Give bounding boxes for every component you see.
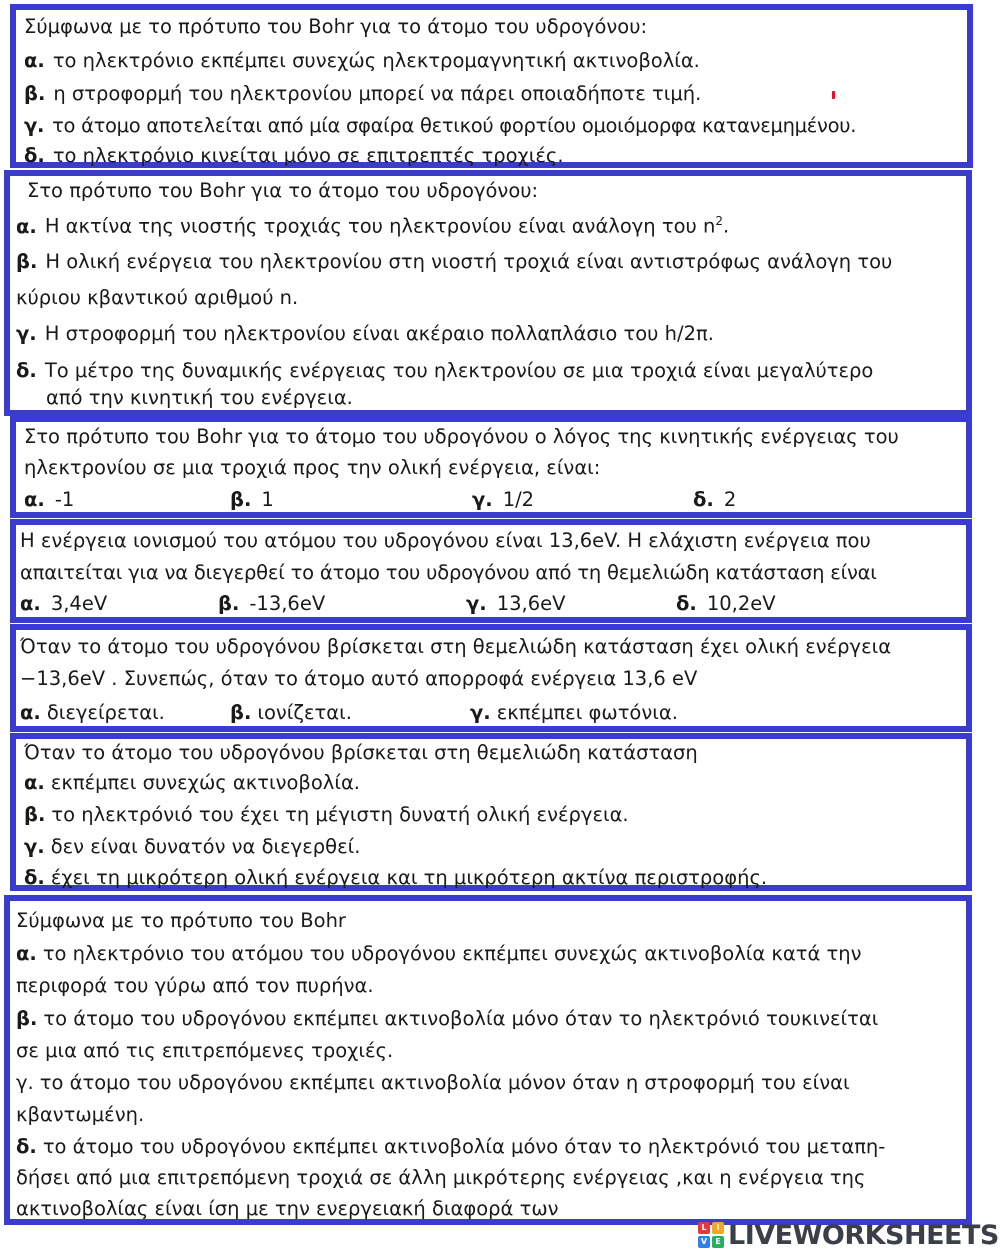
option-text: το άτομο αποτελείται από μία σφαίρα θετικού φορτίου ομοιόμορφα κατανεμημένου. <box>52 114 857 137</box>
question-5-stem-line2: −13,6eV . Συνεπώς, όταν το άτομο αυτό απορροφά ενέργεια 13,6 eV <box>20 667 698 690</box>
option-label: δ. <box>16 359 37 382</box>
option-text: 1/2 <box>502 488 535 511</box>
option-text: διεγείρεται. <box>46 701 165 724</box>
question-7-option-a <box>16 944 862 964</box>
option-label: γ. <box>16 1071 34 1094</box>
option-text: Η ολική ενέργεια του ηλεκτρονίου στη νιοστή τροχιά είναι αντιστρόφως ανάλογη του <box>45 250 893 273</box>
question-5-option-b <box>230 703 352 723</box>
question-2-option-b <box>16 252 892 272</box>
option-text: το ηλεκτρόνιο του ατόμου του υδρογόνου εκπέμπει συνεχώς ακτινοβολία κατά την <box>42 942 862 965</box>
option-label: α. <box>24 771 45 794</box>
option-text: δεν είναι δυνατόν να διεγερθεί. <box>50 835 361 858</box>
question-1-stem: Σύμφωνα με το πρότυπο του Bohr για το άτομο του υδρογόνου: <box>24 15 648 38</box>
question-7-option-c-cont: κβαντωμένη. <box>16 1103 145 1126</box>
option-text: -1 <box>54 488 75 511</box>
option-text: το άτομο του υδρογόνου εκπέμπει ακτινοβολία μόνο όταν το ηλεκτρόνιό του μεταπη- <box>42 1135 886 1158</box>
red-mark <box>832 91 835 99</box>
question-3-option-b <box>230 490 274 510</box>
question-2-option-c <box>16 324 714 344</box>
question-5-stem-line1: Όταν το άτομο του υδρογόνου βρίσκεται στη θεμελιώδη κατάσταση έχει ολική ενέργεια <box>20 635 892 658</box>
question-2-option-d-cont: από την κινητική του ενέργεια. <box>46 386 353 409</box>
question-7-option-a-cont: περιφορά του γύρω από τον πυρήνα. <box>16 974 374 997</box>
option-label: α. <box>16 942 37 965</box>
logo-mark-letter: L <box>698 1222 710 1234</box>
logo-mark-letter: E <box>712 1236 724 1248</box>
question-4-stem-line1: Η ενέργεια ιονισμού του ατόμου του υδρογόνου είναι 13,6eV. Η ελάχιστη ενέργεια που <box>20 529 871 552</box>
option-label: γ. <box>24 835 45 858</box>
question-4-option-d <box>676 594 776 614</box>
option-label: δ. <box>24 866 45 889</box>
option-label: γ. <box>472 488 493 511</box>
option-text: -13,6eV <box>249 592 326 615</box>
option-label: α. <box>16 214 37 238</box>
question-3-stem-line2: ηλεκτρονίου σε μια τροχιά προς την ολική ενέργεια, είναι: <box>24 456 601 479</box>
option-text: Η στροφορμή του ηλεκτρονίου είναι ακέραιο πολλαπλάσιο του h/2π. <box>44 322 714 345</box>
question-1-option-b <box>24 84 701 104</box>
question-6-stem: Όταν το άτομο του υδρογόνου βρίσκεται στη θεμελιώδη κατάσταση <box>24 741 698 764</box>
question-6-option-b <box>24 805 629 825</box>
question-4-option-c <box>466 594 565 614</box>
question-5-option-c <box>470 703 678 723</box>
option-text: το ηλεκτρόνιο κινείται μόνο σε επιτρεπτές τροχιές. <box>52 144 564 167</box>
option-label: β. <box>16 250 38 273</box>
question-4-option-b <box>218 594 325 614</box>
logo-mark-letter: I <box>712 1222 724 1234</box>
option-label: δ. <box>16 1135 37 1158</box>
question-2-stem: Στο πρότυπο του Bohr για το άτομο του υδρογόνου: <box>27 179 539 202</box>
question-2-option-b-cont: κύριου κβαντικού αριθμού n. <box>16 286 299 309</box>
option-label: β. <box>230 488 252 511</box>
option-label: α. <box>20 701 41 724</box>
question-5-option-a <box>20 703 165 723</box>
logo-text: LIVEWORKSHEETS <box>728 1219 999 1251</box>
question-1-option-d <box>24 146 564 166</box>
option-text: εκπέμπει φωτόνια. <box>496 701 678 724</box>
option-text: Η ακτίνα της νιοστής τροχιάς του ηλεκτρονίου είναι ανάλογη του n <box>44 214 716 238</box>
question-3-option-a <box>24 490 74 510</box>
question-3-option-d <box>693 490 736 510</box>
option-label: α. <box>24 488 45 511</box>
question-6-option-a <box>24 773 360 793</box>
question-6-option-c <box>24 837 360 857</box>
option-label: γ. <box>470 701 491 724</box>
question-7-option-d-cont1: δήσει από μια επιτρεπόμενη τροχιά σε άλλη μικρότερης ενέργειας ,και η ενέργεια της <box>16 1166 866 1189</box>
option-label: α. <box>24 49 45 72</box>
option-label: β. <box>24 82 46 105</box>
liveworksheets-logo[interactable] <box>698 1218 999 1252</box>
question-3-option-c <box>472 490 534 510</box>
option-text: το άτομο του υδρογόνου εκπέμπει ακτινοβολία μόνο όταν το ηλεκτρόνιό τουκινείται <box>43 1007 879 1030</box>
option-text: 2 <box>723 488 737 511</box>
question-7-option-d <box>16 1137 885 1157</box>
option-label: β. <box>230 701 252 724</box>
option-label: β. <box>218 592 240 615</box>
question-7-stem: Σύμφωνα με το πρότυπο του Bohr <box>16 909 346 932</box>
option-text: 10,2eV <box>706 592 776 615</box>
option-label: γ. <box>24 114 45 137</box>
question-1-option-c <box>24 116 856 136</box>
option-label: δ. <box>676 592 697 615</box>
question-1-option-a <box>24 51 700 71</box>
superscript: 2 <box>715 214 724 228</box>
option-text: 1 <box>261 488 274 511</box>
option-text-end: . <box>723 214 730 238</box>
option-label: α. <box>20 592 41 615</box>
option-text: 3,4eV <box>50 592 108 615</box>
question-4-option-a <box>20 594 107 614</box>
question-6-option-d <box>24 868 767 888</box>
question-2-option-a <box>16 215 729 236</box>
question-7-option-b-cont: σε μια από τις επιτρεπόμενες τροχιές. <box>16 1039 394 1062</box>
option-label: γ. <box>466 592 487 615</box>
option-text: 13,6eV <box>496 592 566 615</box>
option-text: το ηλεκτρόνιό του έχει τη μέγιστη δυνατή ολική ενέργεια. <box>51 803 629 826</box>
option-text: το άτομο του υδρογόνου εκπέμπει ακτινοβολία μόνον όταν η στροφορμή του είναι <box>39 1071 850 1094</box>
question-3-stem-line1: Στο πρότυπο του Bohr για το άτομο του υδρογόνου ο λόγος της κινητικής ενέργειας του <box>24 425 899 448</box>
logo-mark-letter: V <box>698 1236 710 1248</box>
question-7-option-d-cont2: ακτινοβολίας είναι ίση με την ενεργειακή διαφορά των <box>16 1197 559 1220</box>
question-4-stem-line2: απαιτείται για να διεγερθεί το άτομο του υδρογόνου από τη θεμελιώδη κατάσταση είναι <box>20 561 877 584</box>
option-text: ιονίζεται. <box>257 701 352 724</box>
question-7-option-c <box>16 1073 850 1093</box>
question-7-option-b <box>16 1009 878 1029</box>
option-label: δ. <box>24 144 45 167</box>
option-label: β. <box>16 1007 38 1030</box>
option-text: το ηλεκτρόνιο εκπέμπει συνεχώς ηλεκτρομαγνητική ακτινοβολία. <box>52 49 700 72</box>
logo-mark-icon <box>698 1222 724 1248</box>
option-text: Το μέτρο της δυναμικής ενέργειας του ηλεκτρονίου σε μια τροχιά είναι μεγαλύτερο <box>44 359 874 382</box>
option-text: εκπέμπει συνεχώς ακτινοβολία. <box>50 771 360 794</box>
option-text: η στροφορμή του ηλεκτρονίου μπορεί να πάρει οποιαδήποτε τιμή. <box>53 82 702 105</box>
option-label: γ. <box>16 322 37 345</box>
question-2-option-d <box>16 361 873 381</box>
option-label: δ. <box>693 488 714 511</box>
option-text: έχει τη μικρότερη ολική ενέργεια και τη μικρότερη ακτίνα περιστροφής. <box>50 866 768 889</box>
option-label: β. <box>24 803 46 826</box>
